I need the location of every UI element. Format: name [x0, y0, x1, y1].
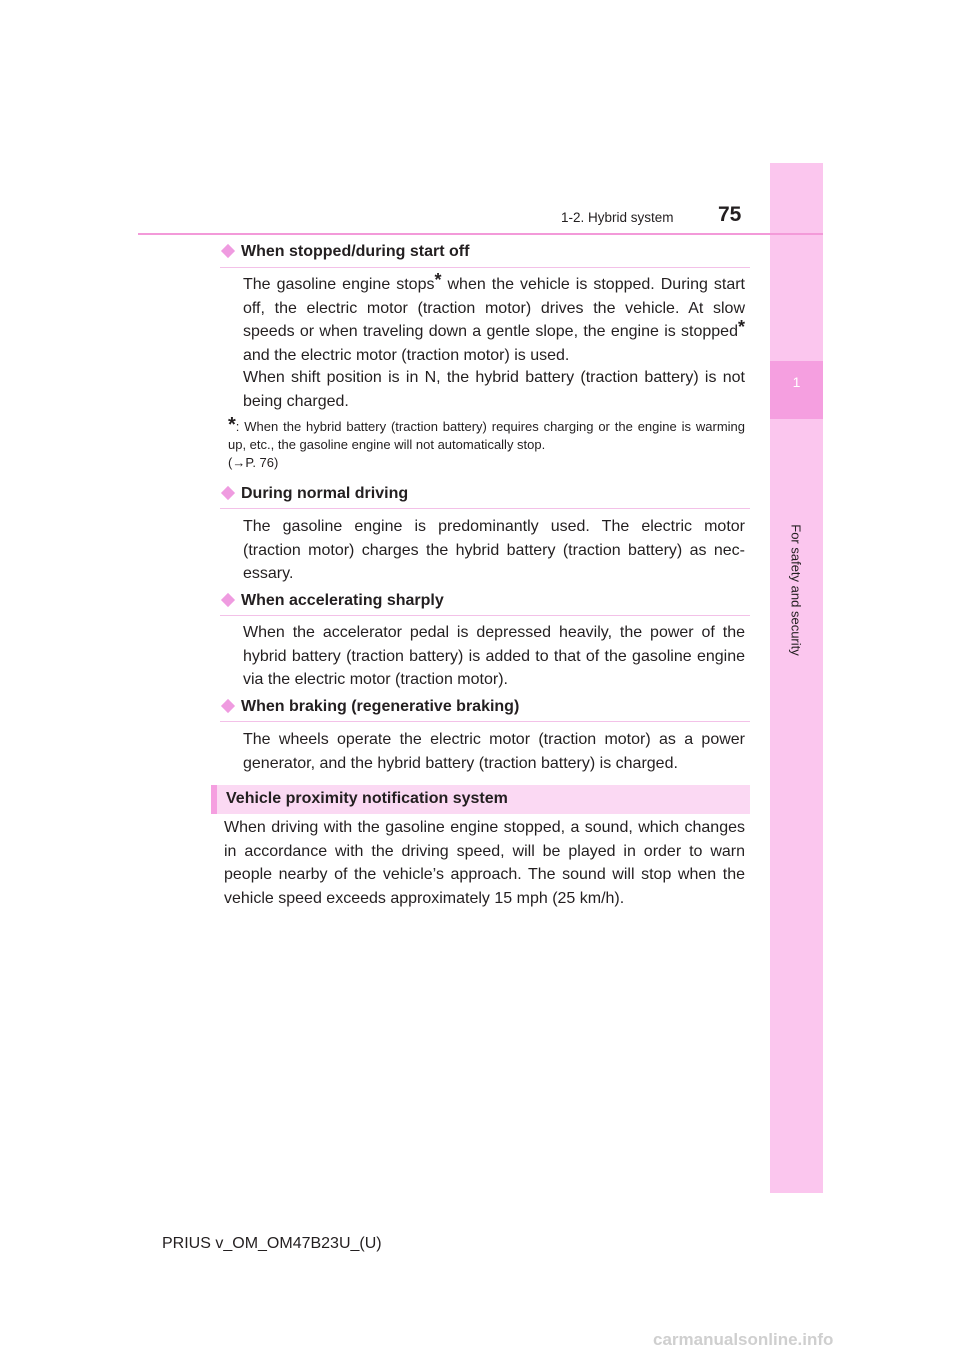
section-title: 1-2. Hybrid system — [561, 210, 674, 225]
heading-normal-driving — [220, 485, 750, 503]
document-code: PRIUS v_OM_OM47B23U_(U) — [162, 1235, 382, 1252]
footnote — [228, 416, 745, 472]
heading-normal-driving-text: During normal driving — [241, 485, 409, 502]
heading-rule — [220, 721, 750, 722]
paragraph-proximity: When driving with the gasoline engine stopped, a sound, which changes in accordance with the driving speed, will be played in order to warn people nearby of the vehicle’s approach. The sound will stop when the vehicle speed exceeds approximately 15 mph (25 km/h). — [224, 819, 745, 907]
heading-stopped-text: When stopped/during start off — [241, 243, 470, 260]
footnote-marker: * — [737, 316, 745, 337]
banner-title: Vehicle proximity notification system — [226, 790, 508, 807]
heading-braking — [220, 698, 750, 716]
chapter-number: 1 — [792, 374, 801, 390]
chapter-title — [784, 524, 808, 656]
page-number: 75 — [718, 203, 742, 226]
watermark: carmanualsonline.info — [653, 1330, 834, 1349]
paragraph-accelerating: When the accelerator pedal is depressed heavily, the power of the hybrid battery (traction battery) is added to that of the gasoline engine via the electric motor (traction motor). — [243, 624, 745, 688]
section-banner — [211, 785, 750, 814]
chapter-side-band — [770, 163, 823, 1193]
paragraph-normal-driving: The gasoline engine is predominantly used. The electric motor (traction motor) charges the hybrid battery (traction battery) as nec-essary. — [243, 518, 745, 582]
footnote-reference: (→P. 76) — [228, 455, 279, 470]
diamond-bullet-icon — [221, 699, 235, 713]
heading-rule — [220, 615, 750, 616]
chapter-number-tab — [770, 361, 823, 419]
heading-braking-text: When braking (regenerative braking) — [241, 698, 520, 715]
heading-stopped — [220, 243, 750, 261]
paragraph-braking: The wheels operate the electric motor (traction motor) as a power generator, and the hybrid battery (traction battery) is charged. — [243, 731, 745, 772]
header-rule — [138, 233, 823, 235]
paragraph-stopped-1: The gasoline engine stops* when the vehicle is stopped. During start off, the electric motor (traction motor) drives the vehicle. At slow speeds or when traveling down a gentle slope, the engine is stopped* and the electric motor (traction motor) is used. — [243, 269, 746, 364]
heading-rule — [220, 267, 750, 268]
heading-rule — [220, 508, 750, 509]
footnote-marker: * — [434, 269, 442, 290]
diamond-bullet-icon — [221, 593, 235, 607]
paragraph-stopped-2: When shift position is in N, the hybrid battery (traction battery) is not being charged. — [243, 369, 745, 410]
heading-accelerating — [220, 592, 750, 610]
diamond-bullet-icon — [221, 486, 235, 500]
diamond-bullet-icon — [221, 244, 235, 258]
heading-accelerating-text: When accelerating sharply — [241, 592, 444, 609]
footnote-star: * — [228, 414, 236, 436]
footnote-text: : When the hybrid battery (traction battery) requires charging or the engine is warming up, etc., the gasoline engine will not automatically stop. — [228, 419, 745, 452]
chapter-title-text: For safety and security — [788, 524, 804, 656]
